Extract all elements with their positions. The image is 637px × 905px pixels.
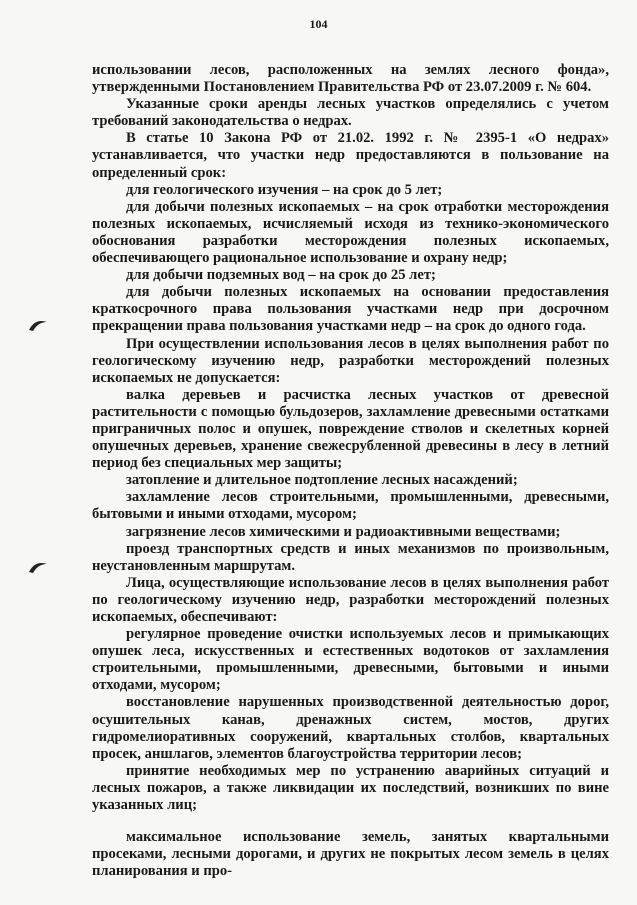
paragraph: проезд транспортных средств и иных механизмов по произвольным, неустановленным маршрутам. xyxy=(92,540,609,574)
paragraph: Лица, осуществляющие использование лесов в целях выполнения работ по геологическому изучению недр, разработки месторождений полезных ископаемых, обеспечивают: xyxy=(92,574,609,625)
paragraph: регулярное проведение очистки используемых лесов и примыкающих опушек леса, искусственных и естественных водотоков от захламления строительными, промышленными, древесными, бытовыми и иными отходами, мусором; xyxy=(92,626,609,694)
paragraph-gap xyxy=(92,814,609,829)
paragraph: принятие необходимых мер по устранению аварийных ситуаций и лесных пожаров, а также ликвидации их последствий, возникших по вине указанных лиц; xyxy=(92,762,609,814)
margin-mark xyxy=(28,560,48,574)
paragraph: использовании лесов, расположенных на землях лесного фонда», утвержденными Постановлением Правительства РФ от 23.07.2009 г. № 604. xyxy=(92,62,609,96)
paragraph: захламление лесов строительными, промышленными, древесными, бытовыми и иными отходами, мусором; xyxy=(92,489,609,523)
paragraph: При осуществлении использования лесов в целях выполнения работ по геологическому изучению недр, разработки месторождений полезных ископаемых не допускается: xyxy=(92,335,609,386)
margin-mark xyxy=(28,318,48,332)
paragraph: для добычи полезных ископаемых на основании предоставления краткосрочного права пользования участками недр при досрочном прекращении права пользования участками недр – на срок до одного года. xyxy=(92,284,609,335)
paragraph: валка деревьев и расчистка лесных участков от древесной растительности с помощью бульдозеров, захламление древесными остатками приграничных полос и опушек, повреждение стволов и скелетных корней опушечных деревьев, хранение свежесрубленной древесины в лесу в летний период без специальных мер защиты; xyxy=(92,386,609,472)
paragraph: для геологического изучения – на срок до 5 лет; xyxy=(126,181,443,198)
paragraph: загрязнение лесов химическими и радиоактивными веществами; xyxy=(126,523,561,540)
body-text xyxy=(92,62,609,880)
paragraph: затопление и длительное подтопление лесных насаждений; xyxy=(126,472,518,489)
paragraph: максимальное использование земель, занятых квартальными просеками, лесными дорогами, и других не покрытых лесом земель в целях планирования и про- xyxy=(92,829,609,880)
paragraph: восстановление нарушенных производственной деятельностью дорог, осушительных канав, дренажных систем, мостов, других гидромелиоративных сооружений, квартальных столбов, квартальных просек, аншлагов, элементов благоустройства территории лесов; xyxy=(92,694,609,762)
paragraph: В статье 10 Закона РФ от 21.02. 1992 г. № 2395-1 «О недрах» устанавливается, что участки недр предоставляются в пользование на определенный срок: xyxy=(92,130,609,181)
paragraph: Указанные сроки аренды лесных участков определялись с учетом требований законодательства о недрах. xyxy=(92,96,609,130)
paragraph: для добычи подземных вод – на срок до 25 лет; xyxy=(126,267,436,284)
page-number: 104 xyxy=(309,17,328,31)
paragraph: для добычи полезных ископаемых – на срок отработки месторождения полезных ископаемых, исчисляемый исходя из технико-экономического обоснования разработки месторождения полезных ископаемых, обеспечивающего рациональное использование и охрану недр; xyxy=(92,198,609,267)
